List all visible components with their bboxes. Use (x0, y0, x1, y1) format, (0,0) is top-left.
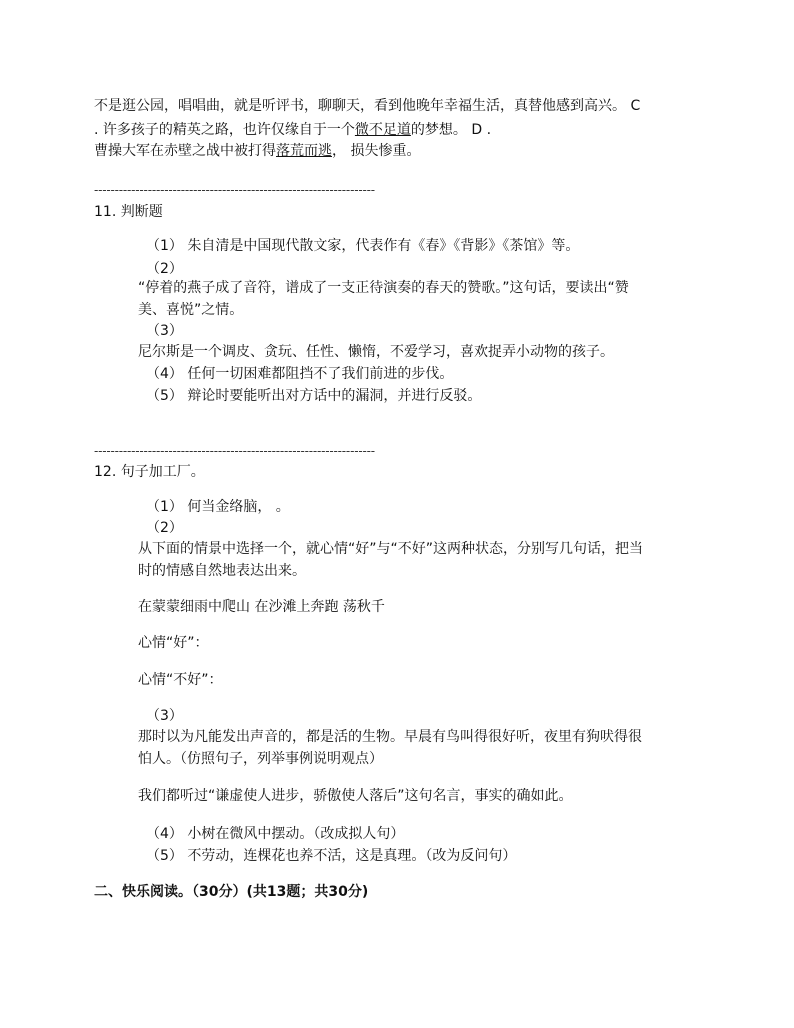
q12-item-3-line-3: 我们都听过“谦虚使人进步，骄傲使人落后”这句名言，事实的确如此。 (138, 788, 573, 804)
separator: -------------------------------------------------------------------- (94, 444, 375, 458)
q11-item-1: （1） 朱自清是中国现代散文家，代表作有《春》《背影》《茶馆》等。 (146, 238, 580, 254)
q12-item-3-line-2: 怕人。（仿照句子，列举事例说明观点） (138, 751, 383, 767)
q11-item-2-line-2: 美、喜悦”之情。 (138, 302, 244, 318)
q11-title: 11. 判断题 (94, 204, 163, 220)
option-c-post: 的梦想。 D . (410, 122, 492, 138)
q12-item-2-number: （2） (146, 520, 183, 536)
q12-item-1: （1） 何当金络脑， 。 (146, 499, 290, 515)
q12-scenes: 在蒙蒙细雨中爬山 在沙滩上奔跑 荡秋千 (138, 599, 385, 615)
q11-item-4: （4） 任何一切困难都阻挡不了我们前进的步伐。 (146, 366, 454, 382)
q11-item-3-line-1: 尼尔斯是一个调皮、贪玩、任性、懒惰，不爱学习，喜欢捉弄小动物的孩子。 (138, 344, 614, 360)
q12-item-3-number: （3） (146, 708, 183, 724)
q12-item-5: （5） 不劳动，连棵花也养不活，这是真理。（改为反问句） (146, 848, 517, 864)
option-d-underlined: 落荒而逃 (276, 143, 332, 159)
q12-item-2-line-1: 从下面的情景中选择一个，就心情“好”与“不好”这两种状态，分别写几句话，把当 (138, 541, 644, 557)
q12-item-4: （4） 小树在微风中摆动。（改成拟人句） (146, 826, 405, 842)
q11-item-3-number: （3） (146, 323, 183, 339)
q11-item-5: （5） 辩论时要能听出对方话中的漏洞，并进行反驳。 (146, 388, 482, 404)
option-c-underlined: 微不足道 (354, 122, 411, 138)
option-c-pre: . 许多孩子的精英之路，也许仅缘自于一个 (94, 122, 355, 138)
q11-item-2-number: （2） (146, 261, 183, 277)
option-d-post: ， 损失惨重。 (332, 143, 421, 159)
separator: -------------------------------------------------------------------- (94, 183, 375, 197)
option-d-pre: 曹操大军在赤壁之战中被打得 (94, 143, 276, 159)
q12-good-mood-label: 心情“好”： (138, 635, 209, 651)
q11-item-2-line-1: “停着的燕子成了音符，谱成了一支正待演奏的春天的赞歌。”这句话，要读出“赞 (138, 280, 629, 296)
q12-item-3-line-1: 那时以为凡能发出声音的，都是活的生物。早晨有鸟叫得很好听，夜里有狗吠得很 (138, 729, 642, 745)
option-c-text (94, 120, 491, 140)
section-2-heading: 二、快乐阅读。（30分）(共13题；共30分) (94, 884, 369, 900)
option-d-text (94, 141, 420, 161)
q12-title: 12. 句子加工厂。 (94, 464, 205, 480)
q12-item-2-line-2: 时的情感自然地表达出来。 (138, 563, 306, 579)
q12-bad-mood-label: 心情“不好”： (138, 672, 223, 688)
option-b-text: 不是逛公园，唱唱曲，就是听评书，聊聊天，看到他晚年幸福生活，真替他感到高兴。 C (94, 98, 641, 114)
